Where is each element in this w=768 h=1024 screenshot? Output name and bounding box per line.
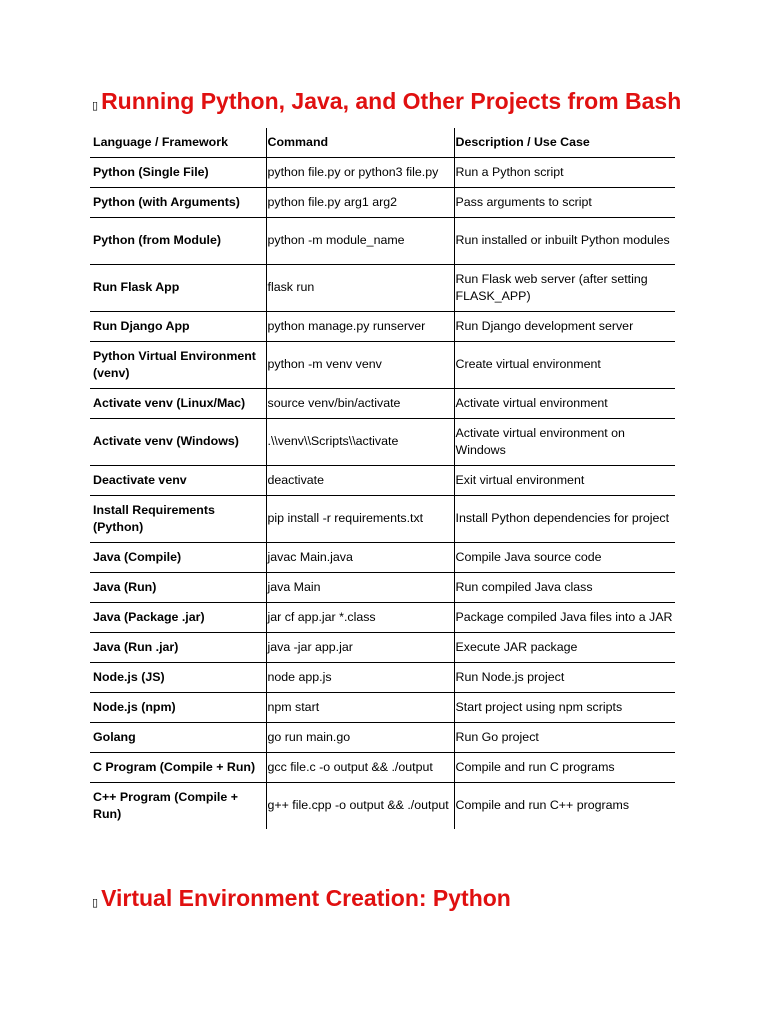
cell-description: Run Flask web server (after setting FLASK_APP): [454, 265, 675, 312]
cell-language: Deactivate venv: [90, 466, 266, 496]
cell-description: Execute JAR package: [454, 633, 675, 663]
cell-command: python file.py or python3 file.py: [266, 158, 454, 188]
cell-description: Run Node.js project: [454, 663, 675, 693]
cell-command: go run main.go: [266, 723, 454, 753]
cell-language: Install Requirements (Python): [90, 496, 266, 543]
cell-description: Install Python dependencies for project: [454, 496, 675, 543]
cell-description: Package compiled Java files into a JAR: [454, 603, 675, 633]
cell-description: Run Go project: [454, 723, 675, 753]
table-row: [90, 603, 675, 633]
cell-description: Pass arguments to script: [454, 188, 675, 218]
cell-description: Exit virtual environment: [454, 466, 675, 496]
table-row: [90, 633, 675, 663]
cell-command: gcc file.c -o output && ./output: [266, 753, 454, 783]
cell-command: javac Main.java: [266, 543, 454, 573]
cell-command: g++ file.cpp -o output && ./output: [266, 783, 454, 830]
cell-language: Node.js (npm): [90, 693, 266, 723]
table-row: [90, 218, 675, 265]
cell-command: python file.py arg1 arg2: [266, 188, 454, 218]
cell-command: pip install -r requirements.txt: [266, 496, 454, 543]
section-heading-running-projects: [92, 88, 681, 115]
cell-language: Activate venv (Windows): [90, 419, 266, 466]
cell-description: Run a Python script: [454, 158, 675, 188]
table-row: [90, 753, 675, 783]
cell-language: Node.js (JS): [90, 663, 266, 693]
cell-language: C Program (Compile + Run): [90, 753, 266, 783]
cell-command: python manage.py runserver: [266, 312, 454, 342]
heading-title: Virtual Environment Creation: Python: [101, 885, 511, 911]
table-row: [90, 188, 675, 218]
header-command: Command: [266, 128, 454, 158]
cell-command: node app.js: [266, 663, 454, 693]
table-row: [90, 389, 675, 419]
cell-command: flask run: [266, 265, 454, 312]
table-row: [90, 693, 675, 723]
table-row: [90, 312, 675, 342]
cell-language: Run Flask App: [90, 265, 266, 312]
table-row: [90, 543, 675, 573]
cell-language: Golang: [90, 723, 266, 753]
cell-language: Python (Single File): [90, 158, 266, 188]
table-row: [90, 783, 675, 830]
cell-description: Run installed or inbuilt Python modules: [454, 218, 675, 265]
table-row: [90, 723, 675, 753]
cell-command: deactivate: [266, 466, 454, 496]
table-row: [90, 265, 675, 312]
table-row: [90, 342, 675, 389]
section-heading-venv: [92, 885, 511, 912]
cell-language: Python (with Arguments): [90, 188, 266, 218]
cell-language: Java (Compile): [90, 543, 266, 573]
cell-language: Python Virtual Environment (venv): [90, 342, 266, 389]
cell-command: .\\venv\\Scripts\\activate: [266, 419, 454, 466]
cell-description: Activate virtual environment on Windows: [454, 419, 675, 466]
cell-description: Compile and run C programs: [454, 753, 675, 783]
table-row: [90, 158, 675, 188]
heading-title: Running Python, Java, and Other Projects from Bash: [101, 88, 682, 114]
table-row: [90, 663, 675, 693]
cell-language: Python (from Module): [90, 218, 266, 265]
cell-command: jar cf app.jar *.class: [266, 603, 454, 633]
commands-table: [90, 128, 675, 829]
cell-command: python -m module_name: [266, 218, 454, 265]
cell-description: Create virtual environment: [454, 342, 675, 389]
header-description: Description / Use Case: [454, 128, 675, 158]
cell-language: Java (Run .jar): [90, 633, 266, 663]
glyph-icon: ▯: [92, 100, 99, 112]
cell-language: Activate venv (Linux/Mac): [90, 389, 266, 419]
cell-language: Java (Run): [90, 573, 266, 603]
cell-description: Compile Java source code: [454, 543, 675, 573]
cell-description: Start project using npm scripts: [454, 693, 675, 723]
cell-description: Run Django development server: [454, 312, 675, 342]
cell-language: Run Django App: [90, 312, 266, 342]
cell-description: Compile and run C++ programs: [454, 783, 675, 830]
cell-command: npm start: [266, 693, 454, 723]
cell-command: java -jar app.jar: [266, 633, 454, 663]
glyph-icon: ▯: [92, 897, 99, 909]
cell-language: Java (Package .jar): [90, 603, 266, 633]
table-row: [90, 466, 675, 496]
cell-description: Activate virtual environment: [454, 389, 675, 419]
cell-description: Run compiled Java class: [454, 573, 675, 603]
table-row: [90, 496, 675, 543]
cell-command: python -m venv venv: [266, 342, 454, 389]
cell-language: C++ Program (Compile + Run): [93, 789, 238, 821]
cell-command: java Main: [266, 573, 454, 603]
cell-command: source venv/bin/activate: [266, 389, 454, 419]
table-header-row: [90, 128, 675, 158]
header-language: Language / Framework: [90, 128, 266, 158]
table-row: [90, 419, 675, 466]
table-row: [90, 573, 675, 603]
